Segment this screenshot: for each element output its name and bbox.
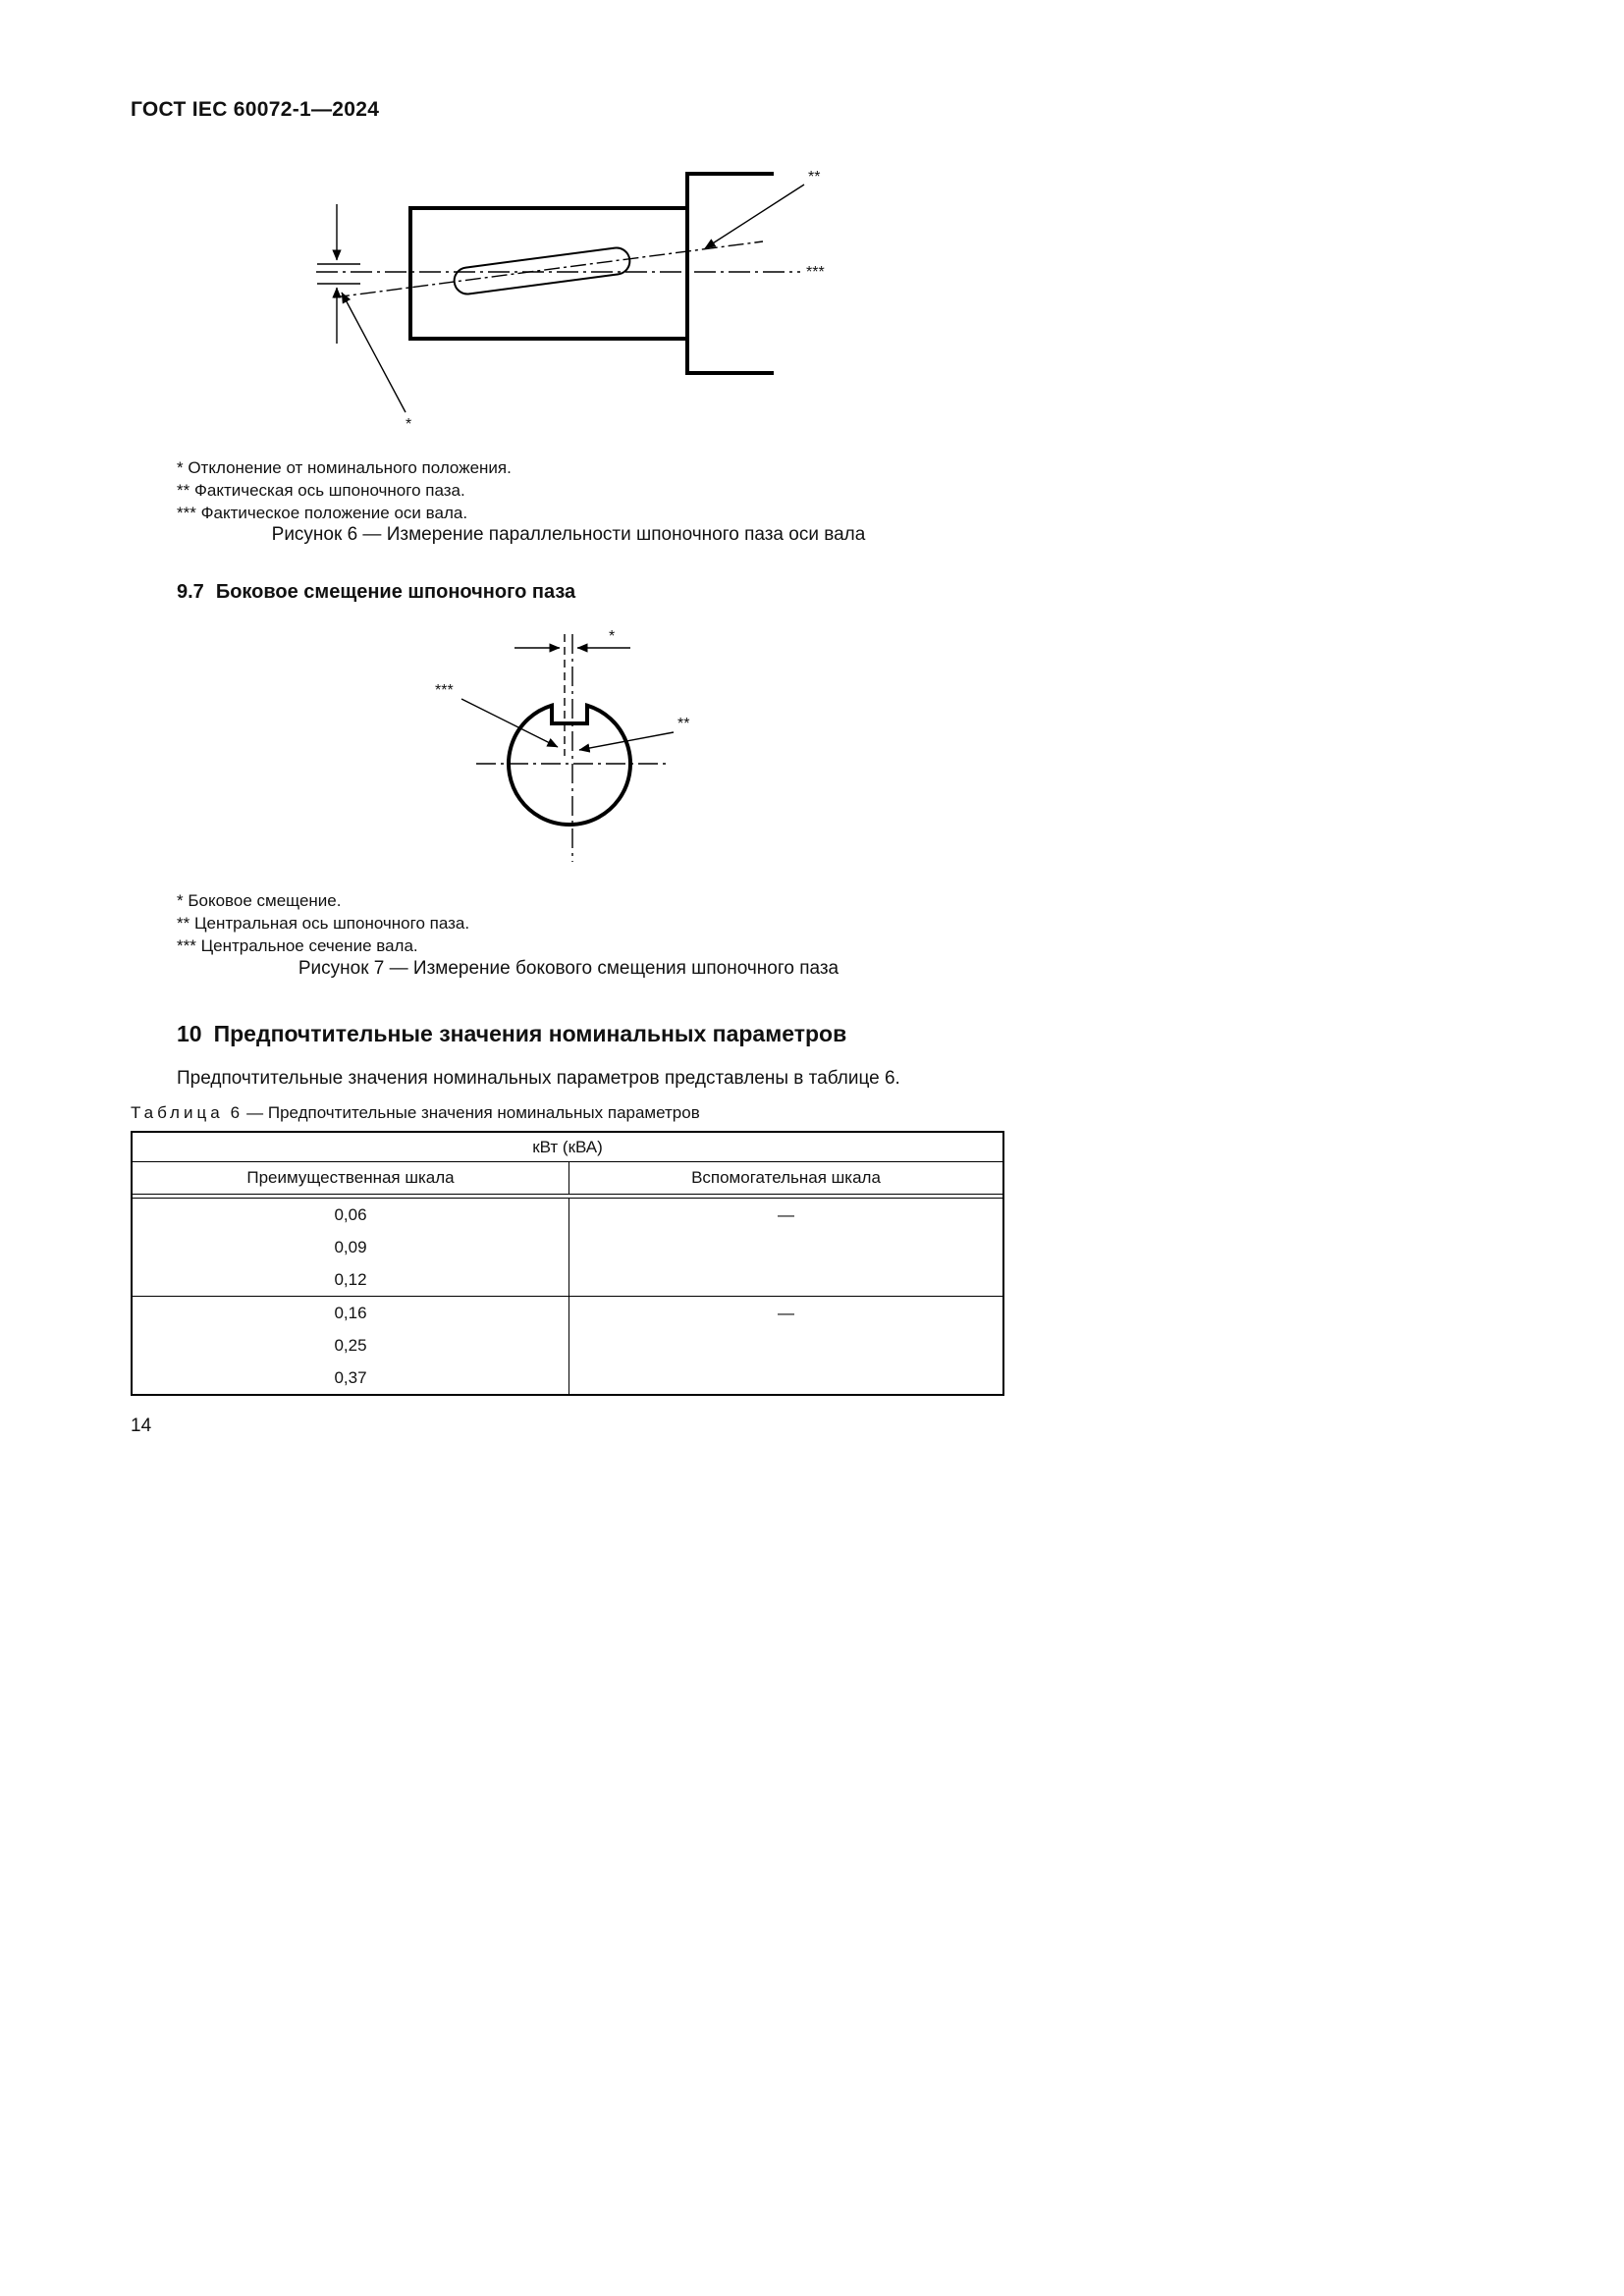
figure6-footnotes: [177, 456, 512, 524]
table-cell: 0,12: [334, 1269, 367, 1289]
table6-title-cell: кВт (кВА): [133, 1133, 1002, 1162]
shaft-outline: [410, 208, 687, 339]
table-cell: 0,37: [334, 1367, 367, 1387]
footnote: *** Центральное сечение вала.: [177, 936, 418, 955]
section-number: 9.7: [177, 581, 204, 603]
figure6-mark-shaft-axis: ***: [806, 264, 825, 281]
table-cell: 0,09: [334, 1237, 367, 1256]
footnote: * Отклонение от номинального положения.: [177, 458, 512, 477]
deviation-leader: [342, 293, 406, 412]
section-number: 10: [177, 1021, 202, 1046]
footnote: ** Фактическая ось шпоночного паза.: [177, 481, 465, 500]
figure7-mark-shaft-section: ***: [435, 682, 454, 699]
keyway-axis-line: [334, 241, 763, 297]
table6-label: [131, 1103, 700, 1123]
section-title: Предпочтительные значения номинальных параметров: [213, 1021, 847, 1046]
table6: [131, 1131, 1004, 1396]
table6-header-row: [133, 1162, 1002, 1194]
figure7-mark-keyway-axis: **: [677, 716, 690, 732]
section-title: Боковое смещение шпоночного паза: [215, 581, 576, 603]
page-number: 14: [131, 1415, 152, 1436]
shaft-section-leader: [461, 699, 558, 747]
table-cell: 0,06: [334, 1204, 367, 1224]
keyway-slot: [453, 246, 631, 295]
footnote: * Боковое смещение.: [177, 891, 342, 910]
section-10-heading: [177, 1021, 846, 1047]
footnote: ** Центральная ось шпоночного паза.: [177, 914, 470, 933]
shaft-section-with-keyway-outline: [509, 706, 630, 825]
keyway-axis-leader: [705, 185, 804, 248]
figure7-caption: Рисунок 7 — Измерение бокового смещения шпоночного паза: [298, 958, 839, 979]
table-cell: 0,25: [334, 1335, 367, 1355]
figure7-drawing: [432, 628, 717, 874]
table-cell: —: [778, 1204, 794, 1224]
table-label-number: 6: [230, 1103, 241, 1122]
figure6-drawing: [309, 157, 849, 452]
table6-group1: [133, 1199, 1002, 1296]
table-cell: —: [778, 1303, 794, 1322]
figure7-mark-offset: *: [609, 628, 616, 645]
table-label-word: Таблица: [131, 1103, 224, 1122]
figure6-mark-keyway-axis: **: [808, 169, 821, 186]
table6-col1-header: Преимущественная шкала: [133, 1162, 569, 1194]
figure6-caption: Рисунок 6 — Измерение параллельности шпоночного паза оси вала: [271, 524, 866, 545]
motor-housing-outline: [687, 174, 774, 373]
section-9-7-heading: [177, 581, 575, 604]
figure6-mark-deviation: *: [406, 416, 412, 433]
table-cell: 0,16: [334, 1303, 367, 1322]
section-10-paragraph: Предпочтительные значения номинальных параметров представлены в таблице 6.: [177, 1068, 900, 1089]
table-label-title: — Предпочтительные значения номинальных параметров: [246, 1103, 700, 1122]
table6-group2: [133, 1296, 1002, 1394]
figure7-footnotes: [177, 889, 469, 957]
document-header: ГОСТ IEC 60072-1—2024: [131, 98, 380, 121]
table6-col2-header: Вспомогательная шкала: [691, 1168, 881, 1187]
footnote: *** Фактическое положение оси вала.: [177, 504, 468, 522]
